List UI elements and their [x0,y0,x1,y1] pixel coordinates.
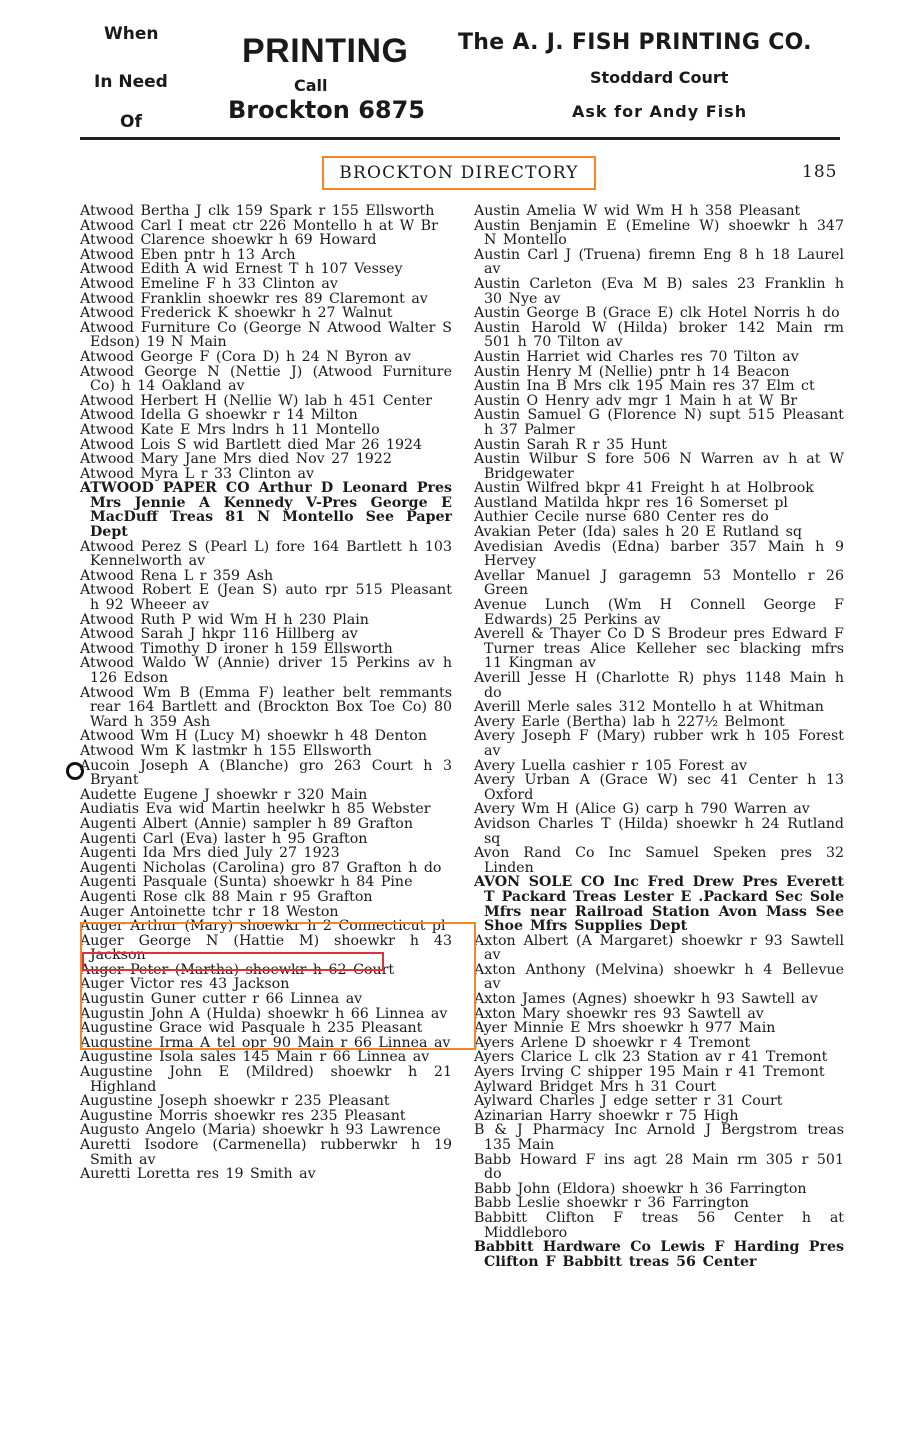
page-number: 185 [802,162,838,182]
directory-entry: Babb John (Eldora) shoewkr h 36 Farrington [474,1180,807,1197]
directory-entry: Auretti Isodore (Carmenella) rubberwkr h 19 Smith av [80,1137,452,1168]
directory-entry: Austin Harold W (Hilda) broker 142 Main rm 501 h 70 Tilton av [474,319,844,351]
directory-entry: Averill Jesse H (Charlotte R) phys 1148 Main h do [474,670,844,701]
directory-entry: Augustine Isola sales 145 Main r 66 Linnea av [80,1049,430,1066]
directory-entry: Atwood Kate E Mrs lndrs h 11 Montello [80,421,380,438]
directory-entry: Atwood Furniture Co (George N Atwood Walter S Edson) 19 N Main [80,319,452,351]
directory-entry: Augenti Rose clk 88 Main r 95 Grafton [80,888,373,905]
directory-entry: Axton Mary shoewkr res 93 Sawtell av [474,1005,764,1022]
ad-printing-headline: PRINTING [242,32,409,70]
directory-entry: Audiatis Eva wid Martin heelwkr h 85 Webster [80,801,431,818]
directory-entry: Atwood Emeline F h 33 Clinton av [80,275,338,292]
ad-phone-number: Brockton 6875 [228,96,426,124]
directory-entry: Atwood Frederick K shoewkr h 27 Walnut [80,305,393,322]
directory-entry: Audette Eugene J shoewkr r 320 Main [80,786,368,803]
directory-entry: Austin George B (Grace E) clk Hotel Norris h do [474,305,840,322]
directory-entry: Austin Sarah R r 35 Hunt [474,436,668,453]
directory-entry: Augustine Morris shoewkr res 235 Pleasant [80,1107,406,1124]
directory-entry: Ayer Minnie E Mrs shoewkr h 977 Main [474,1020,776,1037]
ad-of-text: Of [120,112,142,132]
directory-entry: Avenue Lunch (Wm H Connell George F Edwards) 25 Perkins av [474,597,844,628]
ad-contact-line: Ask for Andy Fish [572,102,748,121]
ad-call-text: Call [294,76,328,95]
directory-entry: Atwood Bertha J clk 159 Spark r 155 Ellsworth [80,203,435,219]
directory-entry: Atwood Lois S wid Bartlett died Mar 26 1924 [80,436,423,453]
directory-entry: Axton James (Agnes) shoewkr h 93 Sawtell av [474,991,818,1008]
directory-entry: Atwood Rena L r 359 Ash [80,567,274,584]
directory-entry: Augenti Albert (Annie) sampler h 89 Grafton [80,815,413,832]
directory-entry: Averell & Thayer Co D S Brodeur pres Edward F Turner treas Alice Kelleher sec blacking mfrs 11 Kingman av [474,626,844,672]
directory-entry: Aylward Charles J edge setter r 31 Court [474,1093,783,1110]
directory-entry: Auger Antoinette tchr r 18 Weston [80,903,339,920]
directory-entry: Augustine Irma A tel opr 90 Main r 66 Linnea av [80,1034,451,1051]
directory-entry: Austin Carleton (Eva M B) sales 23 Franklin h 30 Nye av [474,275,844,307]
directory-entry: Ayers Irving C shipper 195 Main r 41 Tremont [474,1064,825,1081]
directory-entry: Atwood Timothy D ironer h 159 Ellsworth [80,640,393,657]
directory-entry: Authier Cecile nurse 680 Center res do [474,509,769,526]
ad-in-need-text: In Need [94,72,168,92]
directory-entry: Avellar Manuel J garagemn 53 Montello r 26 Green [474,567,844,599]
directory-entry: Augustin Guner cutter r 66 Linnea av [80,991,363,1008]
directory-entry: Avery Luella cashier r 105 Forest av [474,757,748,774]
directory-entry: Auger George N (Hattie M) shoewkr h 43 Jackson [80,932,452,964]
directory-entry: Austin Benjamin E (Emeline W) shoewkr h 347 N Montello [474,217,844,249]
directory-entry: Axton Anthony (Melvina) shoewkr h 4 Bellevue av [474,961,844,993]
directory-entry: Atwood Waldo W (Annie) driver 15 Perkins av h 126 Edson [80,655,452,686]
directory-entry: Augustine Joseph shoewkr r 235 Pleasant [80,1093,390,1110]
directory-entry: Avery Earle (Bertha) lab h 227½ Belmont [474,713,785,730]
directory-entry: Atwood George N (Nettie J) (Atwood Furniture Co) h 14 Oakland av [80,363,452,395]
directory-entry: Atwood Perez S (Pearl L) fore 164 Bartlett h 103 Kennelworth av [80,538,452,570]
directory-entry: Austin Wilfred bkpr 41 Freight h at Holbrook [474,480,814,497]
directory-entry: Atwood Sarah J hkpr 116 Hillberg av [80,626,358,643]
ad-when-text: When [104,24,159,44]
directory-entry: AVON SOLE CO Inc Fred Drew Pres Everett T Packard Treas Lester E .Packard Sec Sole Mfrs near Railroad Station Avon Mass See Shoe Mfrs Supplies Dept [474,874,844,935]
directory-entry: Avery Urban A (Grace W) sec 41 Center h 13 Oxford [474,772,844,803]
directory-entry: Atwood Wm H (Lucy M) shoewkr h 48 Denton [80,728,427,745]
directory-entry: Babb Leslie shoewkr r 36 Farrington [474,1195,749,1212]
directory-entry: Austin Henry M (Nellie) pntr h 14 Beacon [474,363,790,380]
directory-entry: Augenti Carl (Eva) laster h 95 Grafton [80,830,368,847]
directory-entry: Atwood Edith A wid Ernest T h 107 Vessey [80,261,403,278]
directory-entry: Austin Amelia W wid Wm H h 358 Pleasant [474,203,801,219]
directory-entry: Avery Wm H (Alice G) carp h 790 Warren av [474,801,810,818]
directory-entry: Auger Victor res 43 Jackson [80,976,290,993]
directory-entry: ATWOOD PAPER CO Arthur D Leonard Pres Mrs Jennie A Kennedy V-Pres George E MacDuff Treas 81 N Montello See Paper Dept [80,480,452,541]
header-divider [80,137,840,140]
directory-entry: Augustine John E (Mildred) shoewkr h 21 Highland [80,1064,452,1095]
directory-entry: Axton Albert (A Margaret) shoewkr r 93 Sawtell av [474,932,844,964]
directory-entry: Austin O Henry adv mgr 1 Main h at W Br [474,392,798,409]
directory-entry: Augusto Angelo (Maria) shoewkr h 93 Lawrence [80,1122,441,1139]
directory-entry: Austin Harriet wid Charles res 70 Tilton av [474,348,799,365]
directory-entry: Auger Arthur (Mary) shoewkr h 2 Connecticut pl [80,918,446,935]
directory-entry: Atwood Mary Jane Mrs died Nov 27 1922 [80,451,392,468]
directory-entry: Atwood Franklin shoewkr res 89 Claremont av [80,290,428,307]
handwritten-circle-mark [66,762,84,780]
directory-entry: Ayers Arlene D shoewkr r 4 Tremont [474,1034,751,1051]
directory-entry: Austin Ina B Mrs clk 195 Main res 37 Elm ct [474,378,815,395]
directory-entry: Atwood George F (Cora D) h 24 N Byron av [80,348,412,365]
directory-entry: Atwood Robert E (Jean S) auto rpr 515 Pleasant h 92 Wheeer av [80,582,452,614]
directory-entry: Atwood Wm K lastmkr h 155 Ellsworth [80,742,372,759]
page-title: BROCKTON DIRECTORY [322,156,596,190]
directory-entry: Atwood Clarence shoewkr h 69 Howard [80,232,377,249]
directory-entry: Avidson Charles T (Hilda) shoewkr h 24 Rutland sq [474,815,844,847]
directory-entry: Austin Carl J (Truena) firemn Eng 8 h 18 Laurel av [474,246,844,278]
directory-entry: B & J Pharmacy Inc Arnold J Bergstrom treas 135 Main [474,1122,844,1153]
directory-entry: Avon Rand Co Inc Samuel Speken pres 32 Linden [474,845,844,876]
ad-company-name: The A. J. FISH PRINTING CO. [458,30,812,55]
directory-entry: Babbitt Hardware Co Lewis F Harding Pres Clifton F Babbitt treas 56 Center [474,1239,844,1270]
directory-entry: Aucoin Joseph A (Blanche) gro 263 Court h 3 Bryant [80,757,452,789]
directory-entry: Avedisian Avedis (Edna) barber 357 Main h 9 Hervey [474,538,844,570]
left-directory-column [80,204,452,1182]
directory-entry: Babb Howard F ins agt 28 Main rm 305 r 501 do [474,1151,844,1183]
directory-entry: Atwood Carl I meat ctr 226 Montello h at W Br [80,217,438,234]
directory-entry: Augenti Pasquale (Sunta) shoewkr h 84 Pine [80,874,413,891]
directory-entry: Ayers Clarice L clk 23 Station av r 41 Tremont [474,1049,828,1066]
directory-entry: Augustin John A (Hulda) shoewkr h 66 Linnea av [80,1005,448,1022]
directory-entry: Atwood Herbert H (Nellie W) lab h 451 Center [80,392,433,409]
directory-entry: Augustine Grace wid Pasquale h 235 Pleasant [80,1020,423,1037]
ad-street-address: Stoddard Court [590,68,729,87]
directory-entry: Auger Peter (Martha) shoewkr h 62 Court [80,961,395,978]
directory-entry: Auretti Loretta res 19 Smith av [80,1166,316,1183]
directory-entry: Augenti Nicholas (Carolina) gro 87 Grafton h do [80,859,442,876]
directory-entry: Atwood Eben pntr h 13 Arch [80,246,296,263]
directory-entry: Atwood Ruth P wid Wm H h 230 Plain [80,611,369,628]
directory-entry: Atwood Wm B (Emma F) leather belt remmants rear 164 Bartlett and (Brockton Box Toe Co) 80 Ward h 359 Ash [80,684,452,730]
directory-entry: Avakian Peter (Ida) sales h 20 E Rutland sq [474,524,802,541]
directory-entry: Austland Matilda hkpr res 16 Somerset pl [474,494,788,511]
directory-entry: Avery Joseph F (Mary) rubber wrk h 105 Forest av [474,728,844,759]
directory-entry: Atwood Idella G shoewkr r 14 Milton [80,407,358,424]
directory-entry: Austin Samuel G (Florence N) supt 515 Pleasant h 37 Palmer [474,407,844,438]
printing-advertisement [80,14,840,134]
directory-entry: Azinarian Harry shoewkr r 75 High [474,1107,739,1124]
directory-entry: Babbitt Clifton F treas 56 Center h at Middleboro [474,1209,844,1241]
directory-entry: Austin Wilbur S fore 506 N Warren av h at W Bridgewater [474,451,844,482]
directory-entry: Aylward Bridget Mrs h 31 Court [474,1078,717,1095]
right-directory-column [474,204,844,1269]
directory-entry: Averill Merle sales 312 Montello h at Whitman [474,699,824,716]
directory-entry: Augenti Ida Mrs died July 27 1923 [80,845,340,862]
directory-entry: Atwood Myra L r 33 Clinton av [80,465,315,482]
